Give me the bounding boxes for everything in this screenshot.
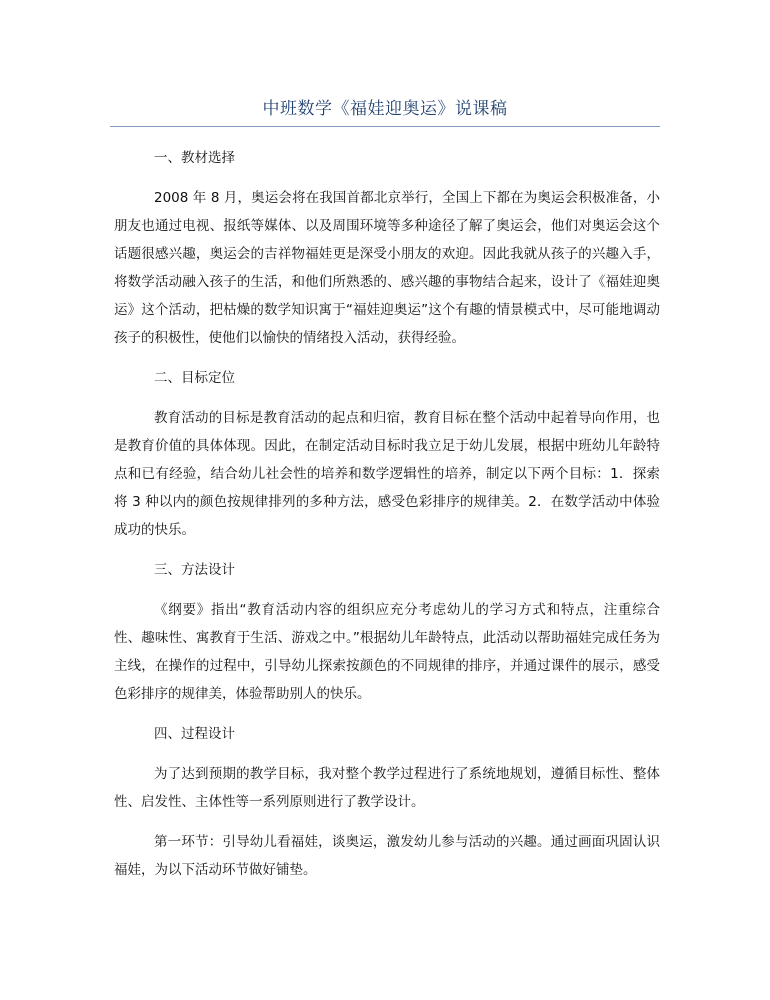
section-paragraph: 教育活动的目标是教育活动的起点和归宿，教育目标在整个活动中起着导向作用，也是教育价值的具体体现。因此，在制定活动目标时我立足于幼儿发展，根据中班幼儿年龄特点和已有经验，结合幼儿社会性的培养和数学逻辑性的培养，制定以下两个目标：1．探索将 3 种以内的颜色按规律排列的多种方法，感受色彩排序的规律美。2．在数学活动中体验成功的快乐。 [114, 410, 660, 538]
section-heading: 四、过程设计 [154, 726, 235, 742]
section-heading: 三、方法设计 [154, 562, 235, 578]
section-paragraph: 《纲要》指出“教育活动内容的组织应充分考虑幼儿的学习方式和特点，注重综合性、趣味性、寓教育于生活、游戏之中。”根据幼儿年龄特点，此活动以帮助福娃完成任务为主线，在操作的过程中，引导幼儿探索按颜色的不同规律的排序，并通过课件的展示，感受色彩排序的规律美，体验帮助别人的快乐。 [114, 602, 660, 702]
section-paragraph: 第一环节：引导幼儿看福娃，谈奥运，激发幼儿参与活动的兴趣。通过画面巩固认识福娃，为以下活动环节做好铺垫。 [114, 834, 660, 878]
section-heading: 二、目标定位 [154, 370, 235, 386]
section-paragraph: 为了达到预期的教学目标，我对整个教学过程进行了系统地规划，遵循目标性、整体性、启发性、主体性等一系列原则进行了教学设计。 [114, 766, 660, 810]
title-underline [110, 126, 660, 127]
document-body [114, 144, 660, 896]
section-paragraph: 2008 年 8 月，奥运会将在我国首都北京举行，全国上下都在为奥运会积极准备，小朋友也通过电视、报纸等媒体、以及周围环境等多种途径了解了奥运会，他们对奥运会这个话题很感兴趣，奥运会的吉祥物福娃更是深受小朋友的欢迎。因此我就从孩子的兴趣入手，将数学活动融入孩子的生活，和他们所熟悉的、感兴趣的事物结合起来，设计了《福娃迎奥运》这个活动，把枯燥的数学知识寓于“福娃迎奥运”这个有趣的情景模式中，尽可能地调动孩子的积极性，使他们以愉快的情绪投入活动，获得经验。 [114, 190, 660, 346]
document-title: 中班数学《福娃迎奥运》说课稿 [262, 99, 508, 119]
section-heading: 一、教材选择 [154, 150, 235, 166]
